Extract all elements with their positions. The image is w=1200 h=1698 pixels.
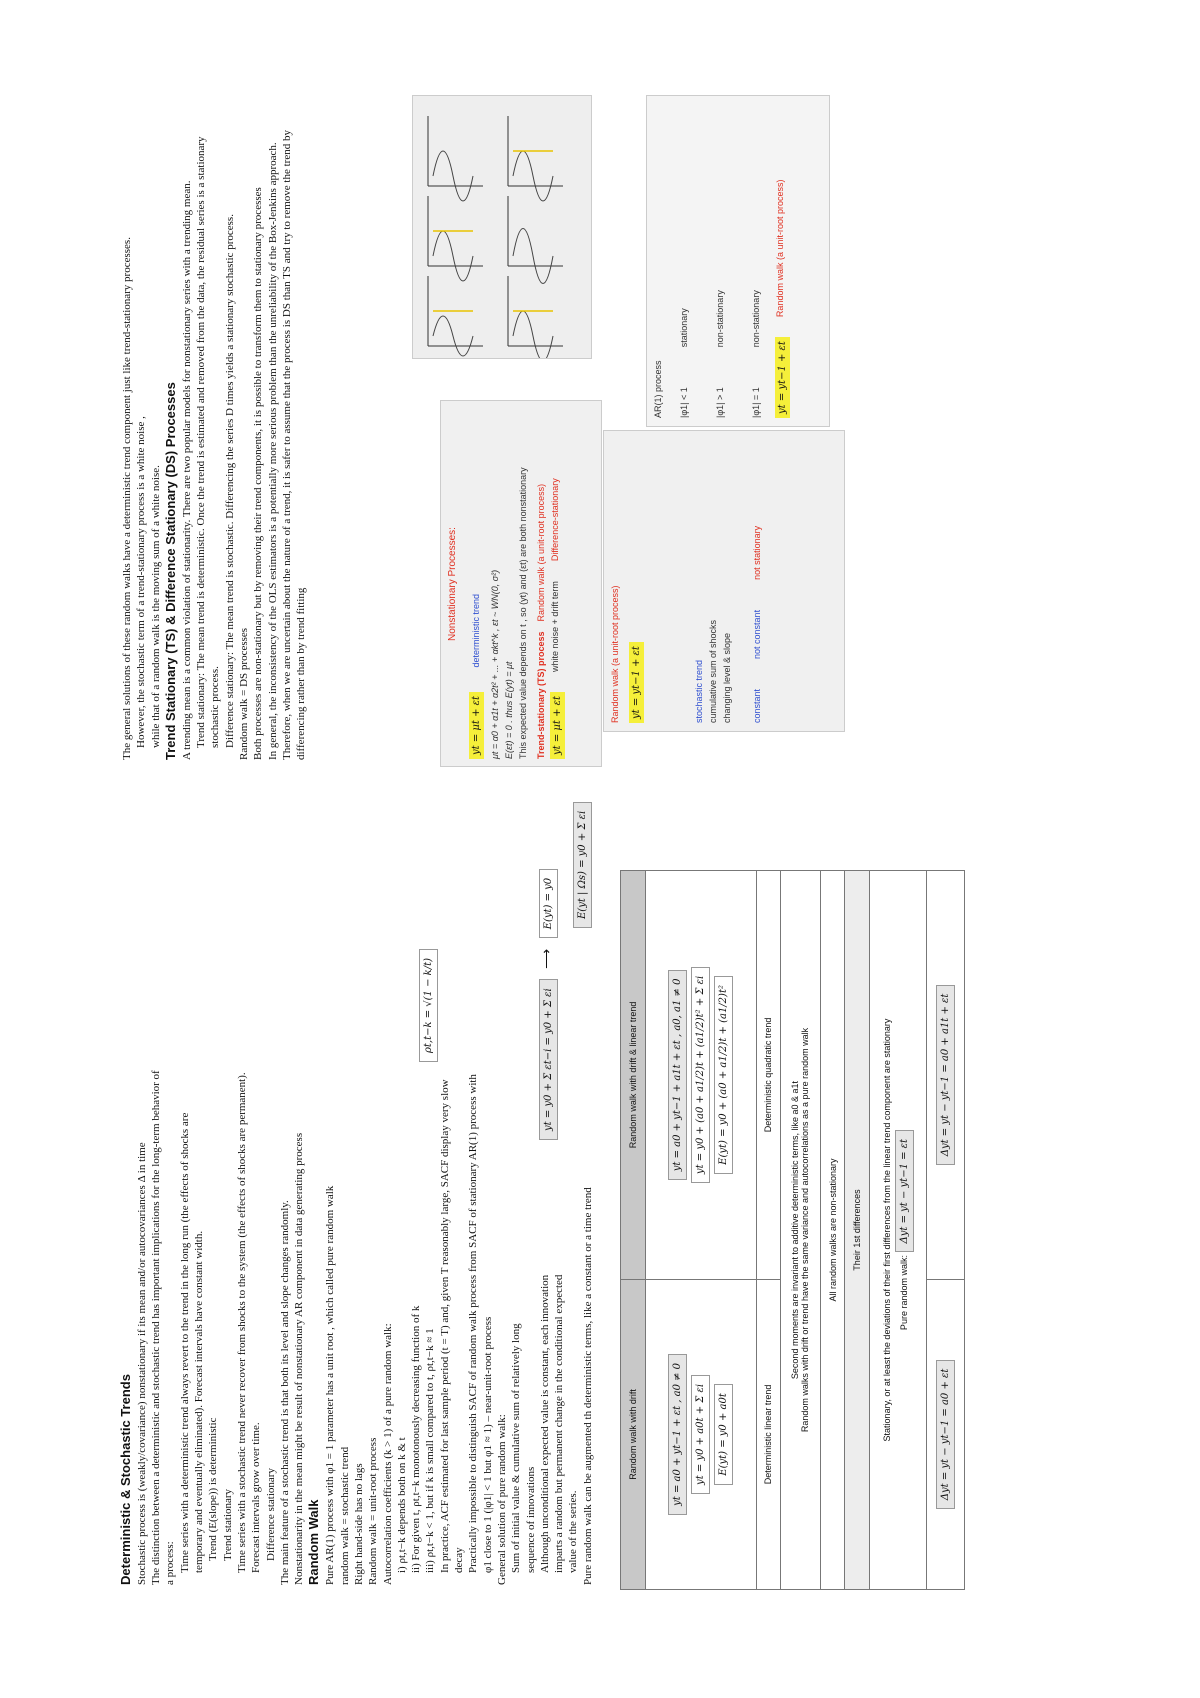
eq-rw-drift-exp: E(yt) = y0 + a0t (714, 1384, 733, 1485)
text-line: The distinction between a deterministic and stochastic trend has important implications for the long-term behavior of a process: (150, 1070, 177, 1585)
formula-gen-sol-box: yt = y0 + Σ εt−i = y0 + Σ εi (539, 979, 558, 1140)
table-cell: Their 1st differences (845, 871, 870, 1590)
formula-general-solution: yt = y0 + Σ εt−i = y0 + Σ εi ⟶ E(yt) = y0 (538, 869, 558, 1140)
text-line: Trend stationary: The mean trend is deterministic. Once the trend is estimated and removed from the data, the residual series is a stationary stochastic process. (195, 136, 222, 748)
text-line: However, the stochastic term of a trend-stationary process is a white noise , (135, 416, 148, 748)
table-header: Random walk with drift & linear trend (621, 871, 646, 1280)
text-line: General solution of pure random walk: (495, 1414, 508, 1585)
right-column (120, 120, 308, 760)
text-line: Time series with a stochastic trend never recover from shocks to the system (the effects of shocks are permanent). Forecast intervals grow over time. (235, 1072, 263, 1573)
diff-trend: Δyt = yt − yt−1 = a0 + a1t + εt (936, 985, 955, 1166)
slide-ds: Difference-stationary (550, 478, 560, 562)
slide3-r1: |φ1| < 1 (679, 387, 689, 418)
slide3-r3b: non-stationary (751, 290, 761, 348)
table-header: Random walk with drift (621, 1279, 646, 1589)
table-cell (927, 1279, 965, 1589)
text-line: Stochastic process is (weakly/covariance) nonstationary if its mean and/or autocovariances Δ in time (135, 1142, 148, 1585)
table-cell: Deterministic quadratic trend (756, 871, 781, 1280)
pure-rw-label: Pure random walk: (899, 1255, 910, 1331)
formula-exp-box: E(yt) = y0 (539, 869, 558, 939)
text-line: Pure random walk can be augmented th deterministic terms, like a constant or a time trend (581, 1187, 594, 1585)
text-line: Both processes are non-stationary but by removing their trend components, it is possible to transform them to stationary processes (252, 187, 265, 760)
text-line: Time series with a deterministic trend always revert to the trend in the long run (the effects of shocks are temporary and eventually eliminated). Forecast intervals have constant width. (178, 1112, 206, 1573)
slide-photo-random-walk (603, 430, 845, 732)
slide3-title: AR(1) process (653, 360, 663, 418)
text-line: Sum of initial value & cumulative sum of relatively long sequence of innovations (510, 1323, 537, 1573)
formula-rho (418, 949, 438, 1062)
text-line: Random walk = DS processes (237, 627, 250, 760)
slide2-nc: not constant (752, 609, 762, 659)
slide2-st: stochastic trend (694, 659, 704, 723)
slide3-r2: |φ1| > 1 (715, 387, 725, 418)
formula-rho-box: ρt,t−k = √(1 − k/t) (419, 949, 438, 1062)
slide-ts: Trend-stationary (TS) process (536, 631, 546, 759)
slide-rw: Random walk (a unit-root process) (536, 483, 546, 622)
eq-rw-drift: yt = a0 + yt−1 + εt , a0 ≠ 0 (668, 1354, 687, 1515)
moments-text: Second moments are invariant to additive deterministic terms, like a0 & a1t (790, 1080, 801, 1380)
text-line: Difference stationary (264, 1468, 277, 1561)
slide2-chg: changing level & slope (722, 632, 732, 723)
wave-plots-image (413, 96, 591, 358)
text-line: Trend stationary (221, 1488, 234, 1561)
slide-photo-nonstationary (440, 400, 602, 767)
slide-note: This expected value depends on t , so (yt) and (εt) are both nonstationary (518, 467, 528, 759)
text-line: Practically impossible to distinguish SACF of random walk process from SACF of stationary AR(1) process with φ1 close to 1 (|φ1| < 1 but φ1 ≈ 1) – near-unit-root process (467, 1074, 494, 1573)
text-line: Random walk = unit-root process (367, 1437, 380, 1585)
slide-tag: deterministic trend (471, 593, 481, 668)
table-cell (645, 1279, 756, 1589)
text-line: i) ρt,t−k depends both on k & t (395, 1437, 408, 1573)
eq-rw-trend-sol: yt = y0 + (a0 + a1/2)t + (a1/2)t² + Σ εi (691, 967, 710, 1183)
text-line: Although unconditional expected value is constant, each innovation imparts a random but permanent change in the conditional expected value of the series. (538, 1274, 580, 1573)
eq-rw-trend-exp: E(yt) = y0 + (a0 + a1/2)t + (a1/2)t² (714, 976, 733, 1174)
table-cell (781, 871, 820, 1590)
formula-cond-exp (572, 802, 592, 928)
text-line: Autocorrelation coefficients (k > 1) of a pure random walk: (381, 1323, 394, 1585)
slide3-r1b: stationary (679, 308, 689, 348)
slide3-rw: Random walk (a unit-root process) (775, 179, 785, 318)
table-cell: Deterministic linear trend (756, 1279, 781, 1589)
section-title-trends: Deterministic & Stochastic Trends (118, 1374, 133, 1585)
text-line: In general, the inconsistency of the OLS estimators is a potentially more serious problem than the unreliability of the Box-Jenkins approach. (266, 142, 279, 760)
slide3-r2b: non-stationary (715, 290, 725, 348)
text-line: Pure AR(1) process with φ1 = 1 parameter has a unit root , which called pure random walk (324, 1185, 337, 1585)
text-line: Nonstationarity in the mean might be result of nonstationary AR component in data generating process (293, 1132, 306, 1585)
eq-rw-trend: yt = a0 + yt−1 + a1t + εt , a0, a1 ≠ 0 (668, 970, 687, 1181)
slide-e1: E(εt) = 0 . thus E(yt) = μt (504, 661, 514, 759)
slide-eq: yt = μt + εt (469, 692, 484, 759)
text-line: while that of a random walk is the moving sum of a white noise. (149, 465, 162, 748)
text-line: In practice, ACF estimated for last sample period (t = T) and, given T reasonably large, SACF display very slow decay (438, 1079, 466, 1573)
pure-rw-diff: Δyt = yt − yt−1 = εt (895, 1130, 914, 1253)
table-cell (870, 871, 927, 1590)
text-line: Difference stationary: The mean trend is stochastic. Differencing the series D times yields a stationary stochastic process. (223, 214, 236, 748)
table-cell: All random walks are non-stationary (820, 871, 845, 1590)
moments-text-2: Random walks with drift or trend have the same variance and autocorrelations as a pure random walk (800, 1027, 811, 1433)
stationary-note: Stationary, or at least the deviations of their first differences from the linear trend component are stationary (882, 1018, 893, 1442)
slide2-const: constant (752, 688, 762, 723)
slide3-eq: yt = yt−1 + εt (775, 337, 790, 418)
text-line: ii) For given t, ρt,t−k monotonously decreasing function of k (410, 1305, 423, 1573)
eq-rw-drift-sol: yt = y0 + a0t + Σ εi (691, 1375, 710, 1494)
slide3-r3: |φ1| = 1 (751, 387, 761, 418)
text-line: A trending mean is a common violation of stationarity. There are two popular models for nonstationary series with a trending mean. (180, 180, 193, 760)
text-line: random walk = stochastic trend (338, 1446, 351, 1585)
text-line: Right hand-side has no lags (352, 1463, 365, 1585)
text-line: Therefore, when we are uncertain about the nature of a trend, it is safer to assume that the process is DS than TS and try to remove the trend by differencing rather than by trend fitting (280, 130, 308, 760)
slide-photo-ar1 (646, 95, 830, 427)
table-cell (645, 871, 756, 1280)
slide-photo-waves (412, 95, 592, 359)
left-column (118, 1065, 595, 1585)
text-line: iii) ρt,t−k < 1, but if k is small compared to t, ρt,t−k ≈ 1 (424, 1328, 437, 1573)
section-title-ts-ds: Trend Stationary (TS) & Difference Stationary (DS) Processes (162, 382, 178, 760)
section-title-random-walk: Random Walk (306, 1499, 322, 1585)
slide-wn: white noise + drift term (550, 581, 560, 672)
slide2-eq: yt = yt−1 + εt (629, 642, 644, 723)
slide2-title: Random walk (a unit-root process) (610, 585, 620, 723)
text-line: The main feature of a stochastic trend is that both its level and slope changes randomly. (278, 1200, 291, 1585)
slide2-ns: not stationary (752, 525, 762, 580)
formula-cond-exp-box: E(yt | Ωs) = y0 + Σ εi (573, 802, 592, 928)
slide2-cum: cumulative sum of shocks (708, 619, 718, 723)
table-cell (927, 871, 965, 1280)
text-line: Trend (E(slope)) is deterministic (207, 1417, 220, 1561)
slide-title: Nonstationary Processes: (447, 527, 458, 641)
diff-drift: Δyt = yt − yt−1 = a0 + εt (936, 1360, 955, 1510)
text-line: The general solutions of these random walks have a deterministic trend component just like trend-stationary processes. (121, 237, 133, 760)
slide-ts-eq: yt = μt + εt (550, 692, 565, 759)
slide-eq2: μt = α0 + α1t + α2t² + ... + αkt^k , εt ~ WN(0, σ²) (490, 569, 500, 759)
